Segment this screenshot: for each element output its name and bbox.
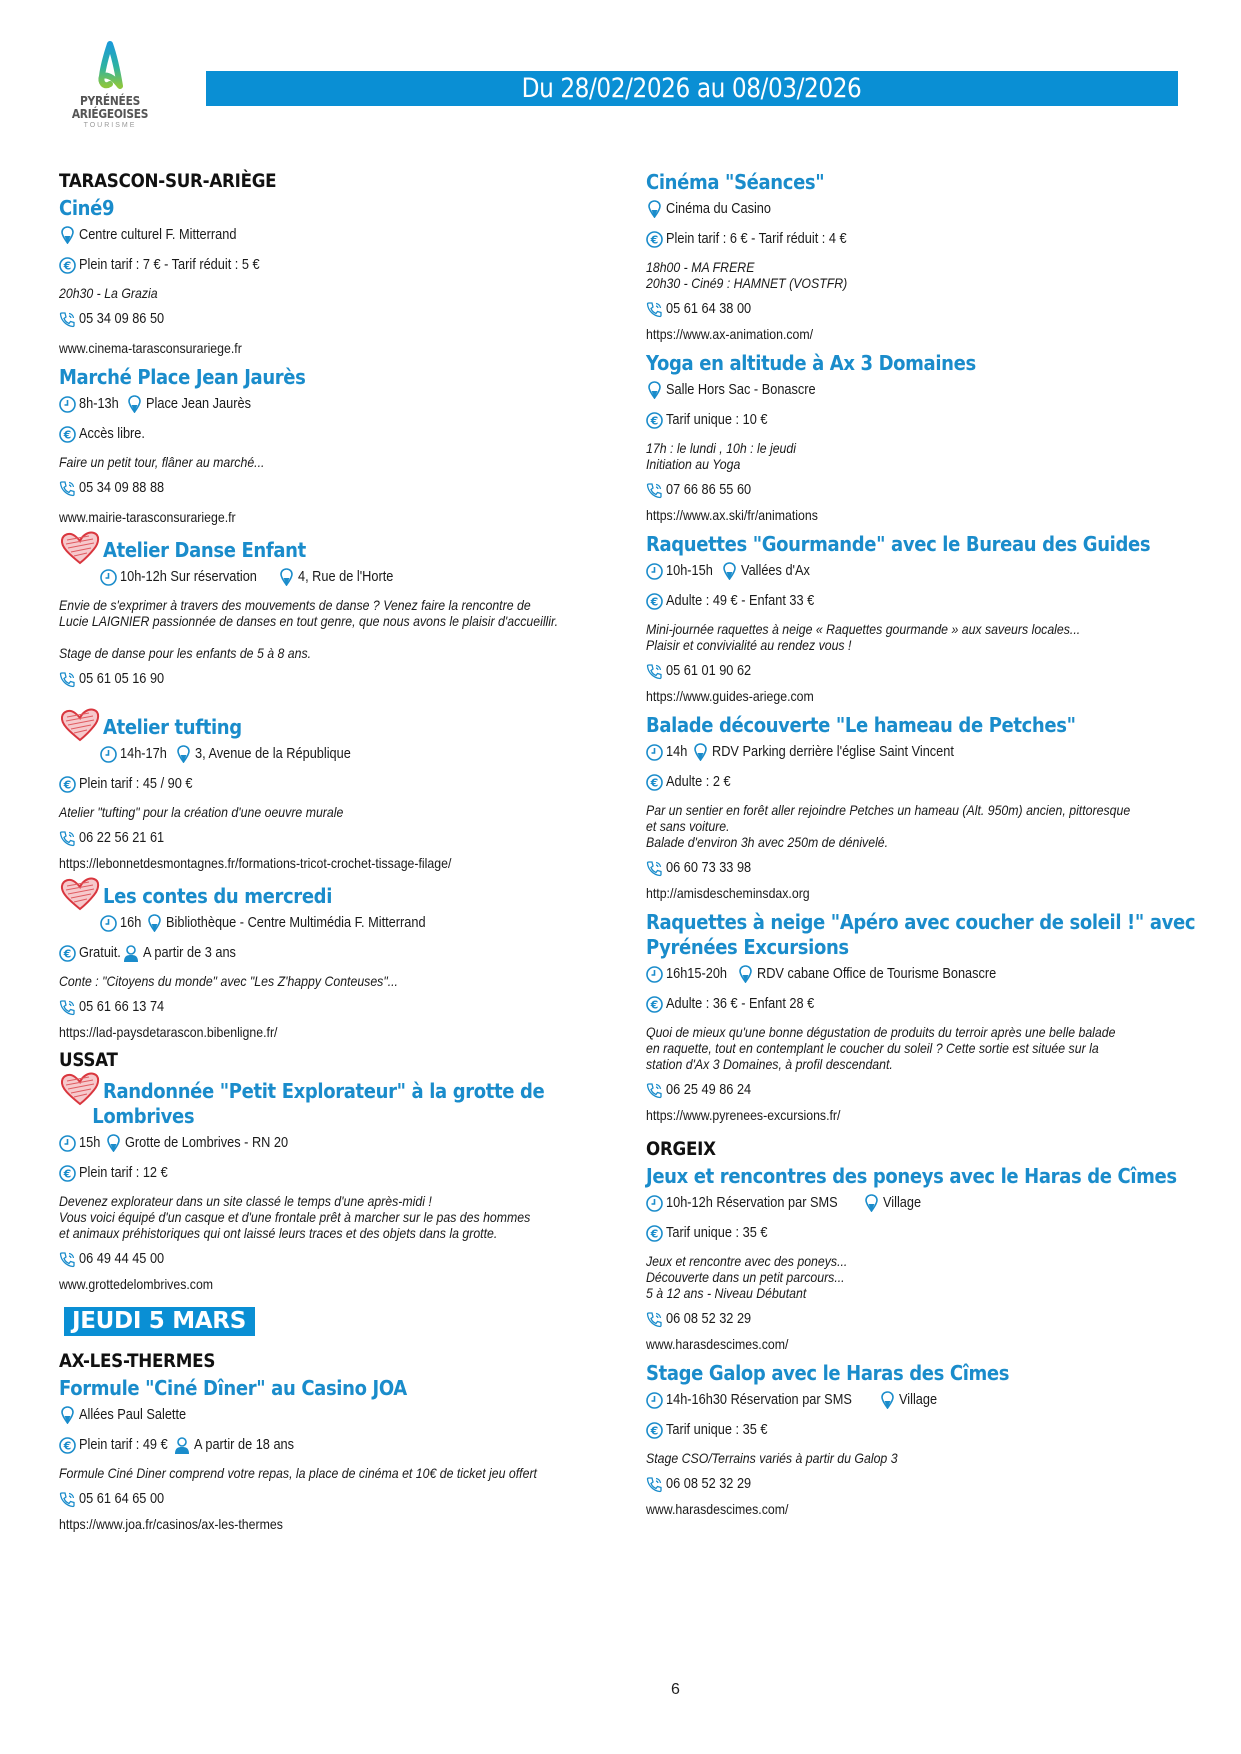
event-price: Adulte : 49 € - Enfant 33 € [666,593,815,609]
event-description: Devenez explorateur dans un site classé le temps d'une après-midi ! Vous voici équipé d'un casque et d'une frontale prêt à marcher sur le pas des hommes et animaux préhistoriques qui ont laissé leurs traces et des objets dans la grotte. [59,1193,531,1241]
event-time: 14h-17h [120,746,167,762]
event-location: Bibliothèque - Centre Multimédia F. Mitterrand [166,915,426,931]
event-title: Formule "Ciné Dîner" au Casino JOA [59,1376,407,1400]
event-description: Par un sentier en forêt aller rejoindre Petches un hameau (Alt. 950m) ancien, pittoresque et sans voiture. Balade d'environ 3h avec 250m de dénivelé. [646,802,1131,850]
heart-favorite-icon [59,876,101,912]
event-title: Ciné9 [59,196,115,220]
svg-text:€: € [650,776,659,789]
event-description: Quoi de mieux qu'une bonne dégustation de produits du terroir après une belle balade en raquette, tout en contemplant le coucher du soleil ? Cette sortie est située sur la station d'Ax 3 Domaines, à profil descendant. [646,1024,1116,1072]
event-phone[interactable]: 05 61 66 13 74 [79,999,165,1015]
clock-icon [59,1134,76,1152]
phone-icon [59,1490,76,1508]
event-title: Cinéma "Séances" [646,170,825,194]
event-time: 15h [79,1135,101,1151]
phone-icon [59,310,76,328]
event-title: Atelier Danse Enfant [103,538,306,562]
euro-icon [59,775,76,793]
location-pin-icon [646,381,663,399]
clock-icon [100,914,117,932]
clock-icon [100,568,117,586]
event-title: Balade découverte "Le hameau de Petches" [646,713,1076,737]
event-description: Stage CSO/Terrains variés à partir du Galop 3 [646,1450,898,1466]
event-jeux-poneys [646,1164,1186,1353]
location-pin-icon [646,200,663,218]
svg-text:€: € [650,1424,659,1437]
event-title: Marché Place Jean Jaurès [59,365,306,389]
location-pin-icon [721,562,738,580]
event-description: 20h30 - La Grazia [59,285,158,301]
event-title-line1: Raquettes à neige "Apéro avec coucher de soleil !" avec [646,910,1196,934]
event-description: 17h : le lundi , 10h : le jeudi Initiation au Yoga [646,440,797,472]
event-url[interactable]: www.mairie-tarasconsurariege.fr [59,509,236,525]
event-age: A partir de 18 ans [193,1437,294,1453]
svg-text:€: € [650,414,659,427]
event-title: Jeux et rencontres des poneys avec le Haras de Cîmes [646,1164,1177,1188]
phone-icon [59,998,76,1016]
svg-text:€: € [63,259,72,272]
phone-icon [646,1310,663,1328]
logo-line3: TOURISME [83,122,137,129]
event-phone[interactable]: 07 66 86 55 60 [666,482,752,498]
event-price: Plein tarif : 7 € - Tarif réduit : 5 € [79,257,260,273]
event-age: A partir de 3 ans [142,945,236,961]
location-pin-icon [863,1194,880,1212]
event-price: Adulte : 2 € [666,774,731,790]
event-marche-jean-jaures [59,365,599,526]
phone-icon [59,479,76,497]
svg-text:€: € [63,947,72,960]
event-raquettes-gourmande [646,532,1186,705]
event-title-line2: Pyrénées Excursions [646,935,849,959]
event-atelier-tufting [59,711,599,872]
event-description: Conte : "Citoyens du monde" avec "Les Z'happy Conteuses"... [59,973,398,989]
svg-text:€: € [650,1227,659,1240]
event-description: Mini-journée raquettes à neige « Raquettes gourmande » aux saveurs locales... Plaisir et convivialité au rendez vous ! [646,621,1081,653]
town-heading: TARASCON-SUR-ARIÈGE [59,170,277,192]
event-cine9 [59,196,599,357]
event-title-line1: Randonnée "Petit Explorateur" à la grotte de [103,1079,545,1103]
event-phone[interactable]: 06 08 52 32 29 [666,1311,752,1327]
euro-icon [646,773,663,791]
euro-icon [646,411,663,429]
event-yoga-altitude [646,351,1186,524]
event-location: RDV cabane Office de Tourisme Bonascre [757,966,997,982]
event-description: Atelier "tufting" pour la création d'une oeuvre murale [59,804,344,820]
clock-icon [646,562,663,580]
event-title: Les contes du mercredi [103,884,333,908]
event-time: 14h [666,744,688,760]
location-pin-icon [105,1134,122,1152]
event-phone[interactable]: 05 61 05 16 90 [79,671,165,687]
event-location: 4, Rue de l'Horte [297,569,393,585]
event-phone[interactable]: 05 61 01 90 62 [666,663,752,679]
euro-icon [59,1436,76,1454]
event-title: Yoga en altitude à Ax 3 Domaines [646,351,976,375]
clock-icon [100,745,117,763]
page-number: 6 [671,1681,680,1698]
event-url[interactable]: www.harasdescimes.com/ [646,1501,789,1517]
euro-icon [646,1224,663,1242]
event-url[interactable]: www.grottedelombrives.com [59,1276,214,1292]
event-description: Jeux et rencontre avec des poneys... Découverte dans un petit parcours... 5 à 12 ans - Niveau Débutant [646,1253,848,1301]
event-phone[interactable]: 06 08 52 32 29 [666,1476,752,1492]
day-banner: JEUDI 5 MARS [64,1307,255,1336]
location-pin-icon [146,914,163,932]
event-stage-galop [646,1361,1186,1518]
pyrenees-ariegeoises-logo [55,40,165,140]
event-description: Envie de s'exprimer à travers des mouvements de danse ? Venez faire la rencontre de Lucie LAIGNIER passionnée de danses en tout genre, que nous avons le plaisir d'accueillir. Stage de danse pour les enfants de 5 à 8 ans. [59,597,559,661]
phone-icon [646,662,663,680]
location-pin-icon [879,1391,896,1409]
town-heading: USSAT [59,1049,118,1071]
event-location: Grotte de Lombrives - RN 20 [125,1135,289,1151]
location-pin-icon [692,743,709,761]
event-url[interactable]: https://www.ax-animation.com/ [646,326,814,342]
heart-favorite-icon [59,1071,101,1107]
date-range-text: Du 28/02/2026 au 08/03/2026 [522,73,862,104]
phone-icon [646,300,663,318]
euro-icon [59,256,76,274]
left-column [59,170,599,1541]
event-time: 16h15-20h [666,966,728,982]
event-description: Formule Ciné Diner comprend votre repas, la place de cinéma et 10€ de ticket jeu offert [59,1465,537,1481]
euro-icon [646,1421,663,1439]
svg-text:€: € [650,998,659,1011]
location-pin-icon [737,965,754,983]
svg-text:€: € [63,428,72,441]
town-heading: ORGEIX [646,1138,716,1160]
person-age-icon [123,944,140,962]
town-heading: AX-LES-THERMES [59,1350,216,1372]
event-location: Vallées d'Ax [741,563,811,579]
euro-icon [59,1164,76,1182]
event-url[interactable]: www.cinema-tarasconsurariege.fr [59,340,242,356]
event-phone[interactable]: 05 61 64 38 00 [666,301,752,317]
phone-icon [646,1475,663,1493]
event-randonnee-petit-explorateur [59,1075,599,1293]
event-phone[interactable]: 06 22 56 21 61 [79,830,165,846]
logo-line2: ARIÉGEOISES [71,106,149,121]
clock-icon [646,743,663,761]
phone-icon [59,1250,76,1268]
event-location: Cinéma du Casino [666,201,771,217]
location-pin-icon [175,745,192,763]
event-phone[interactable]: 05 34 09 88 88 [79,480,165,496]
event-title-line2: Lombrives [92,1104,195,1128]
event-cinema-seances [646,170,1186,343]
clock-icon [646,1194,663,1212]
event-price: Tarif unique : 35 € [666,1225,768,1241]
euro-icon [646,592,663,610]
event-time: 10h-15h [666,563,713,579]
event-title: Atelier tufting [103,715,242,739]
event-title: Raquettes "Gourmande" avec le Bureau des Guides [646,532,1151,556]
event-price: Plein tarif : 12 € [79,1165,168,1181]
event-phone[interactable]: 05 61 64 65 00 [79,1491,165,1507]
phone-icon [646,859,663,877]
euro-icon [646,230,663,248]
event-price: Adulte : 36 € - Enfant 28 € [666,996,815,1012]
heart-favorite-icon [59,707,101,743]
event-phone[interactable]: 05 34 09 86 50 [79,311,165,327]
event-location: Allées Paul Salette [79,1407,187,1423]
event-time: 10h-12h Sur réservation [120,569,257,585]
svg-text:€: € [63,1439,72,1452]
event-price: Tarif unique : 10 € [666,412,768,428]
location-pin-icon [59,226,76,244]
date-range-banner [206,71,1178,106]
euro-icon [59,425,76,443]
event-location: Village [883,1195,922,1211]
euro-icon [646,995,663,1013]
svg-text:€: € [650,233,659,246]
event-contes-du-mercredi [59,880,599,1041]
svg-text:€: € [650,595,659,608]
right-column [646,170,1196,1526]
clock-icon [646,965,663,983]
svg-text:€: € [63,1167,72,1180]
event-time: 16h [120,915,142,931]
event-location: 3, Avenue de la République [195,746,352,762]
event-url[interactable]: https://lad-paysdetarascon.bibenligne.fr/ [59,1024,278,1040]
phone-icon [646,1081,663,1099]
event-balade-petches [646,713,1186,902]
event-url[interactable]: www.harasdescimes.com/ [646,1336,789,1352]
event-phone[interactable]: 06 25 49 86 24 [666,1082,752,1098]
event-url[interactable]: https://www.guides-ariege.com [646,688,814,704]
event-price: Gratuit. [79,945,121,961]
location-pin-icon [59,1406,76,1424]
event-location: Place Jean Jaurès [146,396,252,412]
event-url[interactable]: https://www.pyrenees-excursions.fr/ [646,1107,841,1123]
location-pin-icon [126,395,143,413]
clock-icon [646,1391,663,1409]
euro-icon [59,944,76,962]
event-location: Centre culturel F. Mitterrand [79,227,237,243]
event-price: Plein tarif : 45 / 90 € [79,776,193,792]
event-phone[interactable]: 06 49 44 45 00 [79,1251,165,1267]
event-url[interactable]: http://amisdescheminsdax.org [646,885,810,901]
event-price: Plein tarif : 6 € - Tarif réduit : 4 € [666,231,847,247]
event-description: 18h00 - MA FRERE 20h30 - Ciné9 : HAMNET (VOSTFR) [646,259,848,291]
event-price: Accès libre. [79,426,145,442]
event-price: Tarif unique : 35 € [666,1422,768,1438]
event-time: 14h-16h30 Réservation par SMS [666,1392,852,1408]
event-url[interactable]: https://lebonnetdesmontagnes.fr/formations-tricot-crochet-tissage-filage/ [59,855,452,871]
event-price: Plein tarif : 49 € [79,1437,168,1453]
logo-mark-icon [90,40,130,94]
event-raquettes-apero-coucher-soleil [646,910,1196,1124]
event-phone[interactable]: 06 60 73 33 98 [666,860,752,876]
event-time: 8h-13h [79,396,119,412]
event-atelier-danse-enfant [59,534,599,689]
clock-icon [59,395,76,413]
event-location: RDV Parking derrière l'église Saint Vincent [712,744,955,760]
phone-icon [59,829,76,847]
svg-text:€: € [63,778,72,791]
event-location: Salle Hors Sac - Bonascre [666,382,816,398]
phone-icon [646,481,663,499]
event-description: Faire un petit tour, flâner au marché... [59,454,265,470]
person-age-icon [174,1436,191,1454]
event-title: Stage Galop avec le Haras des Cîmes [646,1361,1010,1385]
event-formule-cine-diner [59,1376,599,1533]
event-url[interactable]: https://www.joa.fr/casinos/ax-les-thermes [59,1516,283,1532]
event-location: Village [899,1392,938,1408]
phone-icon [59,670,76,688]
heart-favorite-icon [59,530,101,566]
logo-line1: PYRÉNÉES [80,93,140,108]
event-time: 10h-12h Réservation par SMS [666,1195,838,1211]
event-url[interactable]: https://www.ax.ski/fr/animations [646,507,818,523]
location-pin-icon [278,568,295,586]
